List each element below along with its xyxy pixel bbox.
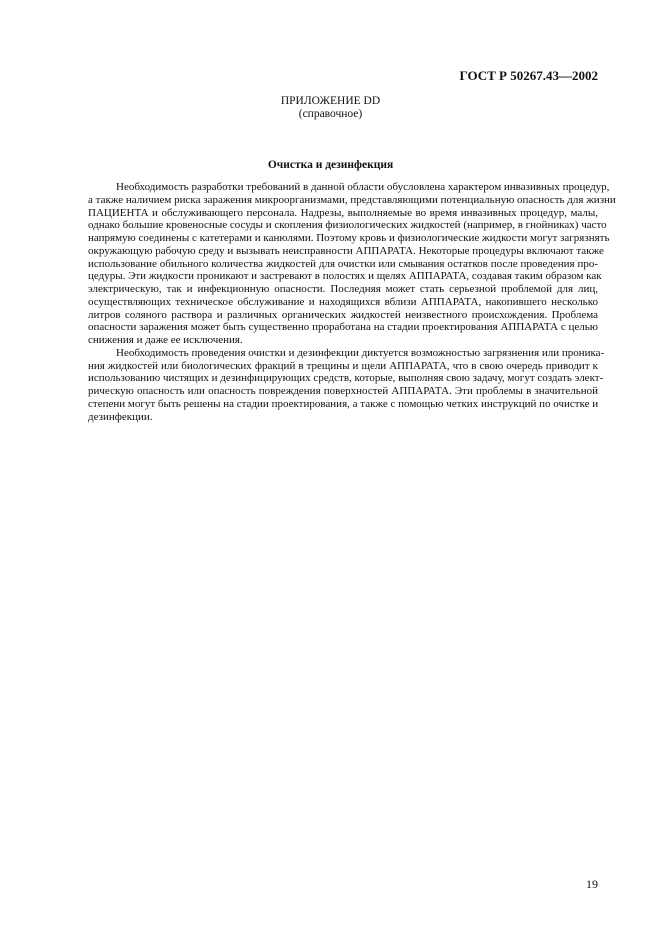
text-line: рическую опасность или опасность повреждения поверхностей АППАРАТА. Эти проблемы в значительной — [88, 385, 598, 397]
annex-subtitle: (справочное) — [298, 108, 363, 120]
text-line: опасности заражения может быть существенно проработана на стадии проектирования АППАРАТА с целью — [88, 321, 598, 334]
text-line: однако большие кровеносные сосуды и скопления физиологических жидкостей (например, в гнойниках) часто — [88, 219, 607, 232]
paragraph — [88, 346, 605, 424]
annex-title: ПРИЛОЖЕНИЕ DD — [280, 95, 381, 107]
annex-heading — [0, 95, 661, 121]
text-line: литров соляного раствора и различных органических жидкостей неизвестного происхождения. Проблема — [88, 308, 598, 321]
paragraph — [88, 181, 616, 347]
page-number: 19 — [586, 877, 598, 891]
body-text — [88, 181, 616, 423]
text-line: Необходимость разработки требований в данной области обусловлена характером инвазивных процедур, — [116, 181, 610, 193]
text-line: использованию чистящих и дезинфицирующих средств, которые, выполняя свою задачу, могут создать элект- — [88, 372, 604, 385]
text-line: степени могут быть решены на стадии проектирования, а также с помощью четких инструкций по очистке и — [88, 397, 599, 410]
text-line: напрямую соединены с катетерами и канюлями. Поэтому кровь и физиологические жидкости могут загрязнять — [88, 232, 610, 244]
text-line: снижения и даже ее исключения. — [88, 334, 243, 346]
document-standard-number: ГОСТ Р 50267.43—2002 — [459, 68, 598, 83]
text-line: осуществляющих техническое обслуживание и находящихся вблизи АППАРАТА, накопившего несколько — [88, 295, 598, 308]
text-line: ния жидкостей или биологических фракций в трещины и щели АППАРАТА, что в свою очередь приводит к — [88, 359, 598, 372]
text-line: цедуры. Эти жидкости проникают и застревают в полостях и щелях АППАРАТА, создавая таким образом как — [88, 270, 602, 283]
text-line: окружающую рабочую среду и вызывать неисправности АППАРАТА. Некоторые процедуры включают также — [88, 244, 604, 257]
text-line: электрическую, так и инфекционную опасности. Последняя может стать серьезной проблемой для лиц, — [88, 283, 598, 295]
text-line: Необходимость проведения очистки и дезинфекции диктуется возможностью загрязнения или проника- — [116, 346, 605, 359]
text-line: использование обильного количества жидкостей для очистки или смывания остатков после проведения про- — [88, 257, 598, 270]
text-line: ПАЦИЕНТА и обслуживающего персонала. Надрезы, выполняемые во время инвазивных процедур, малы, — [88, 206, 598, 219]
text-line: дезинфекции. — [88, 410, 153, 423]
text-line: а также наличием риска заражения микроорганизмами, представляющими потенциальную опасность для жизни — [88, 193, 616, 206]
section-title: Очистка и дезинфекция — [267, 159, 394, 171]
